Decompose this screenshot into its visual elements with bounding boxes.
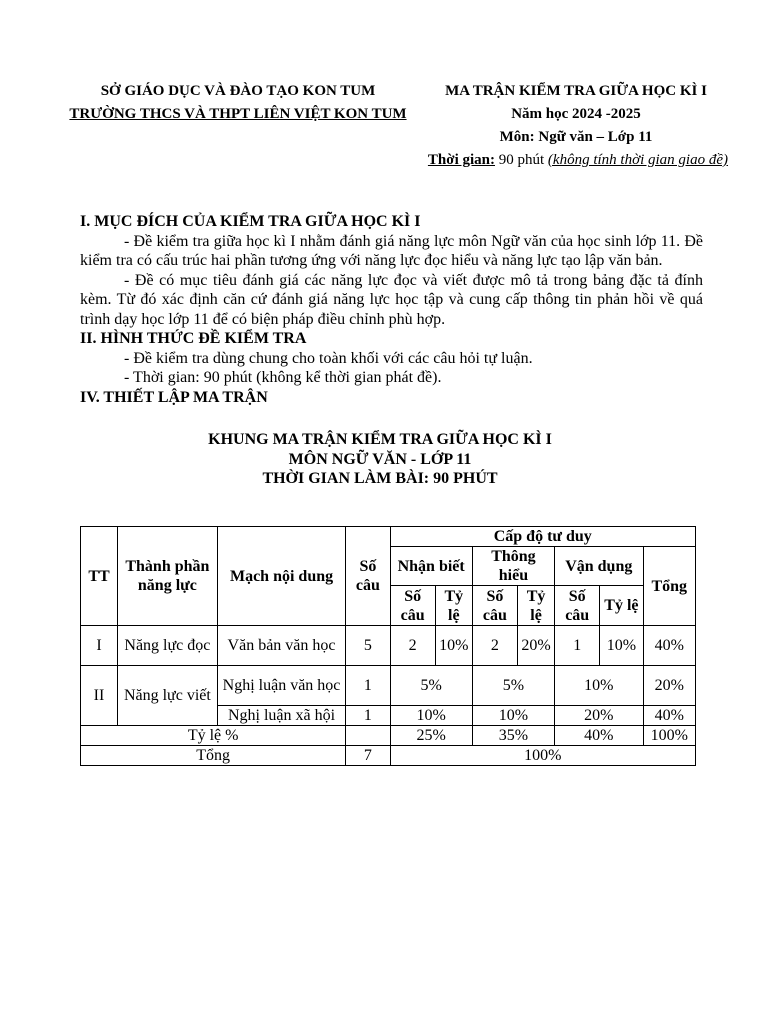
subject-line: Môn: Ngữ văn – Lớp 11 (499, 129, 653, 145)
cell-mach: Nghị luận xã hội (217, 706, 346, 726)
header-tt: TT (81, 527, 118, 626)
cell-nb: 10% (390, 706, 472, 726)
table-row (81, 626, 696, 666)
matrix-table (80, 526, 696, 766)
document-body (80, 212, 703, 407)
cell-nb: 25% (390, 726, 472, 746)
cell-thanh-phan: Năng lực viết (118, 666, 218, 726)
cell-so-cau: 1 (346, 666, 390, 706)
cell-tong-all: 100% (390, 746, 695, 766)
header-left (64, 80, 412, 126)
cell-tong: 40% (643, 706, 696, 726)
cell-tt: II (81, 666, 118, 726)
department-name: SỞ GIÁO DỤC VÀ ĐÀO TẠO KON TUM (100, 83, 376, 99)
header-mach-noi-dung: Mạch nội dung (217, 527, 346, 626)
matrix-title-line-1: KHUNG MA TRẬN KIỂM TRA GIỮA HỌC KÌ I (208, 431, 552, 448)
section-2-paragraph-2: - Thời gian: 90 phút (không kể thời gian phát đề). (124, 369, 442, 386)
cell-nb-ty-le: 10% (435, 626, 472, 666)
school-name: TRƯỜNG THCS VÀ THPT LIÊN VIỆT KON TUM (69, 106, 407, 122)
section-1-paragraph-1: - Đề kiểm tra giữa học kì I nhằm đánh giá năng lực môn Ngữ văn của học sinh lớp 11. Đề kiểm tra có cấu trúc hai phần tương ứng với năng lực đọc hiểu và năng lực tạo lập văn bản. (80, 232, 703, 269)
header-van-dung: Vận dụng (555, 547, 643, 586)
time-line (418, 149, 728, 172)
cell-ty-le-label: Tỷ lệ % (81, 726, 346, 746)
header-right (418, 80, 734, 172)
cell-th: 35% (472, 726, 554, 746)
header-th-ty-le: Tỷ lệ (518, 586, 555, 626)
time-value: 90 phút (495, 152, 548, 168)
section-2-paragraph-1: - Đề kiểm tra dùng chung cho toàn khối với các câu hỏi tự luận. (124, 349, 533, 367)
cell-th: 5% (472, 666, 554, 706)
cell-tong-label: Tổng (81, 746, 346, 766)
cell-vd: 40% (555, 726, 643, 746)
header-nhan-biet: Nhận biết (390, 547, 472, 586)
header-vd-ty-le: Tỷ lệ (600, 586, 643, 626)
section-4-heading: IV. THIẾT LẬP MA TRẬN (80, 388, 268, 406)
header-cap-do: Cấp độ tư duy (390, 527, 695, 547)
cell-so-cau: 1 (346, 706, 390, 726)
cell-tong: 100% (643, 726, 696, 746)
cell-tong: 40% (643, 626, 696, 666)
cell-vd-ty-le: 10% (600, 626, 643, 666)
cell-so-cau: 7 (346, 746, 390, 766)
matrix-title (80, 430, 680, 489)
cell-thanh-phan: Năng lực đọc (118, 626, 218, 666)
cell-vd-so-cau: 1 (555, 626, 600, 666)
cell-vd: 20% (555, 706, 643, 726)
cell-mach: Nghị luận văn học (217, 666, 346, 706)
table-row-tong (81, 746, 696, 766)
cell-th: 10% (472, 706, 554, 726)
table-row (81, 666, 696, 706)
header-nb-so-cau: Số câu (390, 586, 435, 626)
cell-tong: 20% (643, 666, 696, 706)
section-1-heading: I. MỤC ĐÍCH CỦA KIỂM TRA GIỮA HỌC KÌ I (80, 213, 421, 230)
cell-th-so-cau: 2 (472, 626, 517, 666)
cell-th-ty-le: 20% (518, 626, 555, 666)
doc-title: MA TRẬN KIỂM TRA GIỮA HỌC KÌ I (445, 83, 707, 99)
cell-so-cau: 5 (346, 626, 390, 666)
header-tong: Tổng (643, 547, 696, 626)
cell-nb: 5% (390, 666, 472, 706)
table-header-row-1 (81, 527, 696, 547)
header-vd-so-cau: Số câu (555, 586, 600, 626)
table-row-ty-le (81, 726, 696, 746)
time-label: Thời gian: (427, 152, 495, 168)
matrix-title-line-2: MÔN NGỮ VĂN - LỚP 11 (288, 450, 472, 468)
cell-vd: 10% (555, 666, 643, 706)
cell-nb-so-cau: 2 (390, 626, 435, 666)
school-year: Năm học 2024 -2025 (511, 106, 641, 122)
time-note: (không tính thời gian giao đề) (547, 152, 728, 168)
cell-ty-le-empty (346, 726, 390, 746)
cell-mach: Văn bản văn học (217, 626, 346, 666)
header-thanh-phan: Thành phần năng lực (118, 527, 218, 626)
section-2-heading: II. HÌNH THỨC ĐỀ KIỂM TRA (80, 330, 307, 347)
header-nb-ty-le: Tỷ lệ (435, 586, 472, 626)
matrix-title-line-3: THỜI GIAN LÀM BÀI: 90 PHÚT (262, 470, 498, 487)
header-so-cau: Số câu (346, 527, 390, 626)
header-th-so-cau: Số câu (472, 586, 517, 626)
section-1-paragraph-2: - Đề có mục tiêu đánh giá các năng lực đọc và viết được mô tả trong bảng đặc tả đính kèm. Từ đó xác định căn cứ đánh giá năng lực học tập và cung cấp thông tin phản hồi về quá trình dạy học lớp 11 để có biện pháp điều chỉnh phù hợp. (80, 271, 703, 328)
cell-tt: I (81, 626, 118, 666)
header-thong-hieu: Thông hiểu (472, 547, 554, 586)
